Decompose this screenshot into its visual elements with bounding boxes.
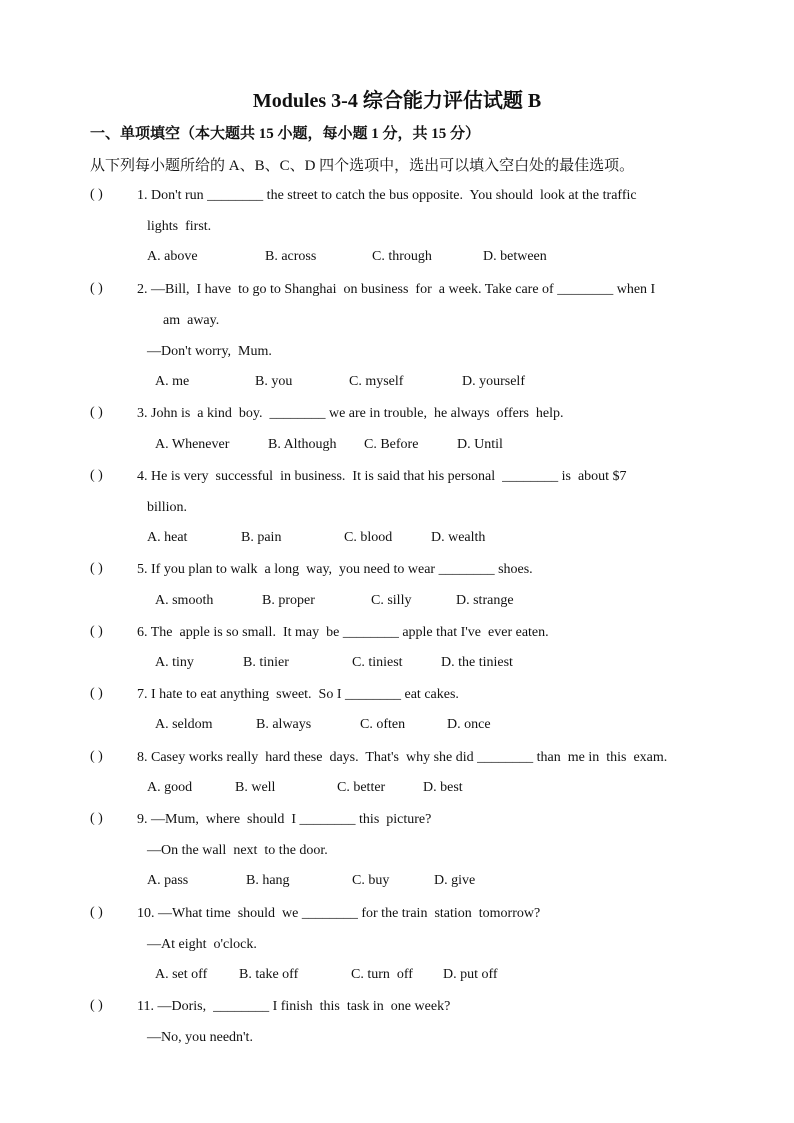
- question-stem: 5. If you plan to walk a long way, you need to wear ________ shoes.: [137, 562, 533, 577]
- answer-blank: ( ): [90, 749, 103, 764]
- answer-blank: ( ): [90, 905, 103, 920]
- answer-option: C. tiniest: [352, 655, 403, 670]
- answer-option: B. pain: [241, 530, 282, 545]
- question-stem: 9. —Mum, where should I ________ this picture?: [137, 812, 432, 827]
- answer-option: D. yourself: [462, 374, 525, 389]
- question-line: —On the wall next to the door.: [147, 843, 328, 858]
- question-stem: 3. John is a kind boy. ________ we are in trouble, he always offers help.: [137, 406, 564, 421]
- answer-option: D. give: [434, 873, 476, 888]
- answer-option: D. best: [423, 780, 463, 795]
- question-line: —Don't worry, Mum.: [147, 344, 272, 359]
- page-title: Modules 3-4 综合能力评估试题 B: [252, 90, 542, 112]
- answer-option: D. wealth: [431, 530, 486, 545]
- answer-option: B. always: [256, 717, 312, 732]
- answer-option: A. pass: [147, 873, 189, 888]
- section-heading: 一、单项填空（本大题共 15 小题，每小题 1 分，共 15 分）: [90, 126, 481, 142]
- answer-option: B. Although: [268, 437, 337, 452]
- answer-option: D. once: [447, 717, 491, 732]
- question-line: —At eight o'clock.: [147, 937, 257, 952]
- answer-option: C. silly: [371, 593, 412, 608]
- answer-blank: ( ): [90, 811, 103, 826]
- question-stem: 11. —Doris, ________ I finish this task in one week?: [137, 999, 451, 1014]
- question-stem: 7. I hate to eat anything sweet. So I ________ eat cakes.: [137, 687, 459, 702]
- answer-option: D. put off: [443, 967, 498, 982]
- answer-blank: ( ): [90, 187, 103, 202]
- question-stem: 8. Casey works really hard these days. That's why she did ________ than me in this exam.: [137, 750, 668, 765]
- question-line: —No, you needn't.: [147, 1030, 253, 1045]
- answer-option: B. well: [235, 780, 276, 795]
- answer-blank: ( ): [90, 405, 103, 420]
- answer-option: A. me: [155, 374, 190, 389]
- answer-option: A. Whenever: [155, 437, 230, 452]
- answer-option: A. set off: [155, 967, 208, 982]
- answer-blank: ( ): [90, 281, 103, 296]
- question-stem: 4. He is very successful in business. It is said that his personal ________ is about $7: [137, 469, 627, 484]
- answer-blank: ( ): [90, 468, 103, 483]
- answer-option: B. tinier: [243, 655, 289, 670]
- answer-option: A. smooth: [155, 593, 214, 608]
- question-stem: 6. The apple is so small. It may be ________ apple that I've ever eaten.: [137, 625, 549, 640]
- answer-option: C. buy: [352, 873, 390, 888]
- answer-option: A. seldom: [155, 717, 213, 732]
- answer-option: C. myself: [349, 374, 404, 389]
- answer-blank: ( ): [90, 561, 103, 576]
- answer-option: C. blood: [344, 530, 393, 545]
- answer-blank: ( ): [90, 686, 103, 701]
- question-line: lights first.: [147, 219, 212, 234]
- question-stem: 10. —What time should we ________ for the train station tomorrow?: [137, 906, 541, 921]
- answer-option: C. often: [360, 717, 406, 732]
- instructions: 从下列每小题所给的 A、B、C、D 四个选项中，选出可以填入空白处的最佳选项。: [90, 158, 635, 174]
- answer-option: A. above: [147, 249, 198, 264]
- answer-blank: ( ): [90, 624, 103, 639]
- answer-option: A. heat: [147, 530, 188, 545]
- answer-option: B. you: [255, 374, 293, 389]
- question-line: am away.: [163, 313, 220, 328]
- answer-option: B. hang: [246, 873, 290, 888]
- answer-option: D. strange: [456, 593, 514, 608]
- answer-option: C. through: [372, 249, 432, 264]
- answer-option: A. good: [147, 780, 193, 795]
- answer-option: C. Before: [364, 437, 419, 452]
- answer-option: D. the tiniest: [441, 655, 513, 670]
- answer-option: B. take off: [239, 967, 299, 982]
- answer-option: B. proper: [262, 593, 315, 608]
- question-stem: 1. Don't run ________ the street to catch the bus opposite. You should look at the traffic: [137, 188, 637, 203]
- answer-option: C. turn off: [351, 967, 413, 982]
- question-stem: 2. —Bill, I have to go to Shanghai on business for a week. Take care of ________ when I: [137, 282, 656, 297]
- question-line: billion.: [147, 500, 188, 515]
- answer-blank: ( ): [90, 998, 103, 1013]
- answer-option: C. better: [337, 780, 386, 795]
- answer-option: D. Until: [457, 437, 503, 452]
- answer-option: D. between: [483, 249, 547, 264]
- answer-option: A. tiny: [155, 655, 194, 670]
- answer-option: B. across: [265, 249, 317, 264]
